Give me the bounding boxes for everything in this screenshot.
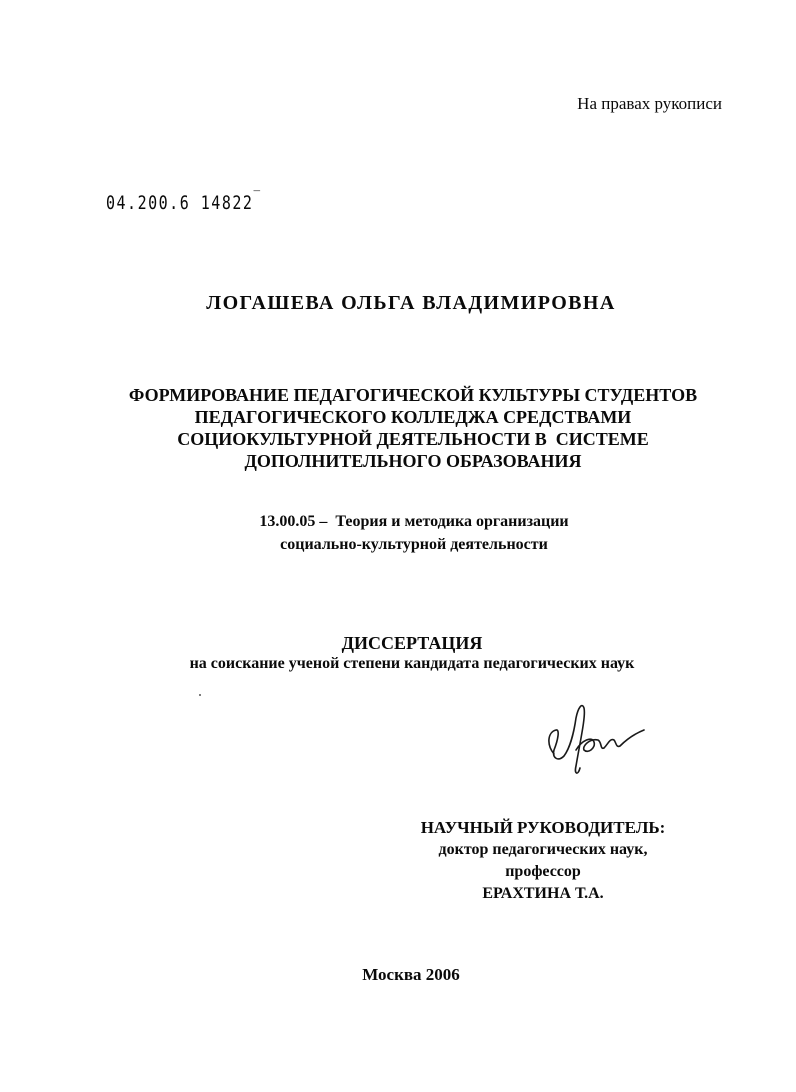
title-line: ДОПОЛНИТЕЛЬНОГО ОБРАЗОВАНИЯ — [244, 451, 582, 471]
title-line: ПЕДАГОГИЧЕСКОГО КОЛЛЕДЖА СРЕДСТВАМИ — [194, 407, 632, 427]
specialty-line-2: социально-культурной деятельности — [280, 536, 548, 553]
document-type-label: ДИССЕРТАЦИЯ — [341, 633, 483, 653]
supervisor-rank: профессор — [505, 863, 581, 880]
title-line: СОЦИОКУЛЬТУРНОЙ ДЕЯТЕЛЬНОСТИ В СИСТЕМЕ — [177, 429, 649, 449]
supervisor-degree: доктор педагогических наук, — [438, 841, 648, 858]
city-year: Москва 2006 — [362, 965, 460, 984]
signature — [540, 694, 652, 778]
stamp-dash-mark: ‾ — [253, 189, 262, 206]
library-stamp — [106, 189, 262, 214]
dissertation-title — [0, 384, 796, 472]
library-stamp-number: 04.200.6 14822 — [106, 191, 254, 214]
scan-speck — [199, 694, 201, 696]
supervisor-block — [406, 817, 680, 905]
specialty-line-1: 13.00.05 – Теория и методика организации — [259, 513, 569, 530]
supervisor-name: ЕРАХТИНА Т.А. — [482, 885, 604, 902]
specialty-code — [0, 510, 796, 556]
rights-note: На правах рукописи — [577, 94, 722, 113]
title-line: ФОРМИРОВАНИЕ ПЕДАГОГИЧЕСКОЙ КУЛЬТУРЫ СТУДЕНТОВ — [128, 385, 698, 405]
author-name: ЛОГАШЕВА ОЛЬГА ВЛАДИМИРОВНА — [206, 292, 616, 314]
supervisor-heading: НАУЧНЫЙ РУКОВОДИТЕЛЬ: — [420, 818, 666, 837]
degree-sought: на соискание ученой степени кандидата педагогических наук — [189, 655, 635, 672]
